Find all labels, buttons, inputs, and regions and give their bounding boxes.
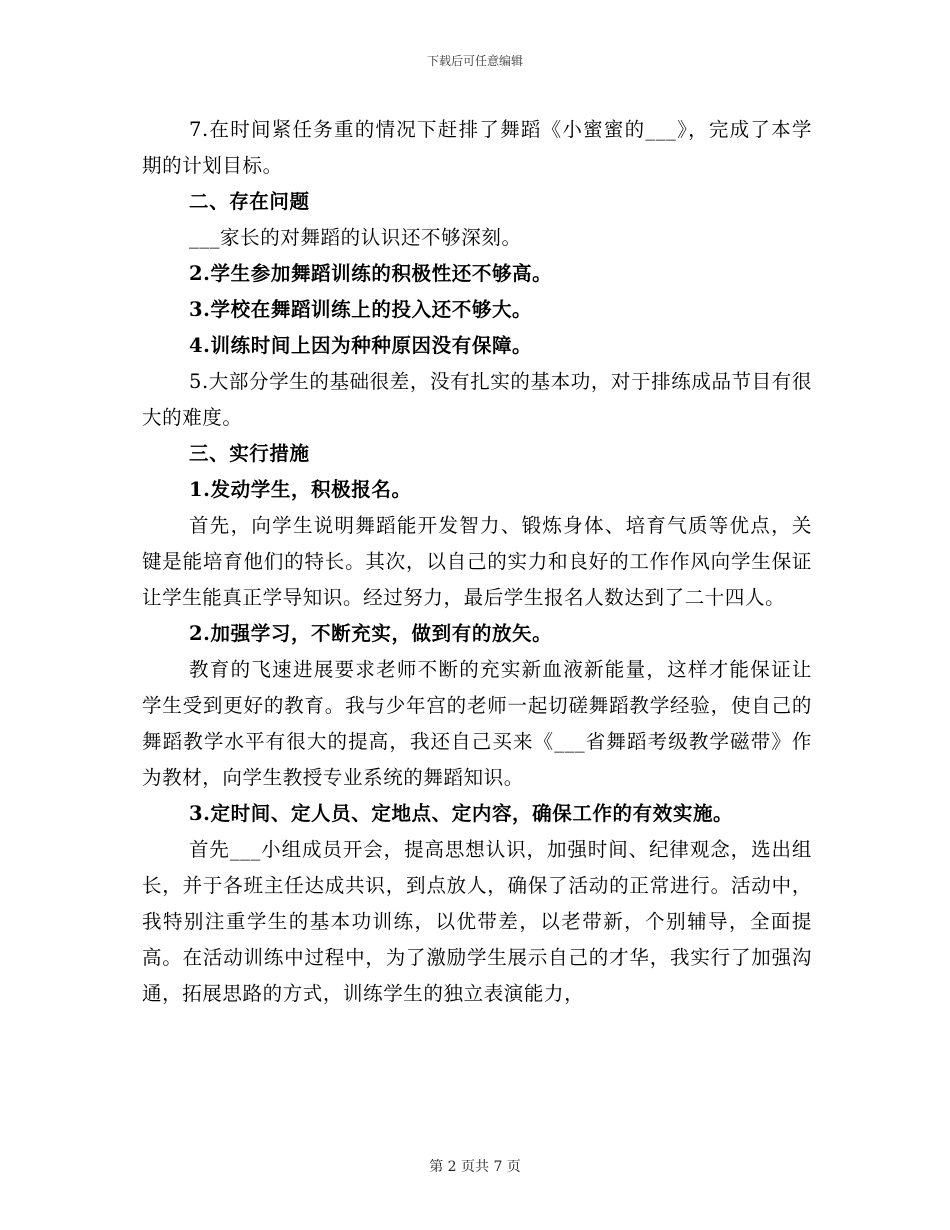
problem-1: ___家长的对舞蹈的认识还不够深刻。 xyxy=(189,226,522,249)
measure-2-body: 教育的飞速进展要求老师不断的充实新血液新能量，这样才能保证让学生受到更好的教育。我与少年宫的老师一起切磋舞蹈教学经验，使自己的舞蹈教学水平有很大的提高，我还自己买来《___省舞蹈考级教学磁带》作为教材，向学生教授专业系统的舞蹈知识。 xyxy=(142,658,812,789)
page-footer-number: 第 2 页共 7 页 xyxy=(429,1159,521,1175)
section-heading-problems: 二、存在问题 xyxy=(189,190,310,213)
measure-3-body: 首先___小组成员开会，提高思想认识，加强时间、纪律观念，选出组长，并于各班主任达成共识，到点放人，确保了活动的正常进行。活动中，我特别注重学生的基本功训练，以优带差，以老带新，个别辅导，全面提高。在活动训练中过程中，为了激励学生展示自己的才华，我实行了加强沟通，拓展思路的方式，训练学生的独立表演能力， xyxy=(142,838,812,1005)
measure-3-heading: 3.定时间、定人员、定地点、定内容，确保工作的有效实施。 xyxy=(189,802,734,825)
problem-4: 4.训练时间上因为种种原因没有保障。 xyxy=(189,334,533,357)
problem-2: 2.学生参加舞蹈训练的积极性还不够高。 xyxy=(189,262,553,285)
problem-3: 3.学校在舞蹈训练上的投入还不够大。 xyxy=(189,298,533,321)
measure-2-heading: 2.加强学习，不断充实，做到有的放矢。 xyxy=(189,622,553,645)
paragraph-item-7: 7.在时间紧任务重的情况下赶排了舞蹈《小蜜蜜的___》，完成了本学期的计划目标。 xyxy=(142,118,812,177)
measure-1-body: 首先，向学生说明舞蹈能开发智力、锻炼身体、培育气质等优点，关键是能培育他们的特长。其次，以自己的实力和良好的工作作风向学生保证让学生能真正学导知识。经过努力，最后学生报名人数达到了二十四人。 xyxy=(142,514,812,609)
page-header-note: 下载后可任意编辑 xyxy=(426,54,523,68)
section-heading-measures: 三、实行措施 xyxy=(189,442,310,465)
document-body xyxy=(142,112,812,1012)
measure-1-heading: 1.发动学生，积极报名。 xyxy=(189,478,412,501)
problem-5: 5.大部分学生的基础很差，没有扎实的基本功，对于排练成品节目有很大的难度。 xyxy=(142,370,812,429)
